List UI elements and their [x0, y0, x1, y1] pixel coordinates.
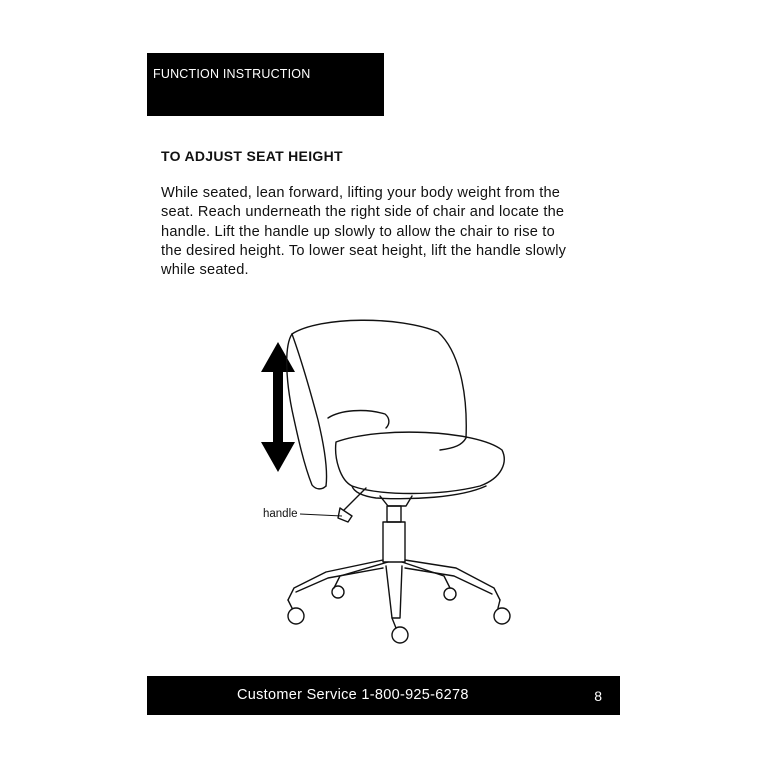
instruction-text [161, 184, 601, 280]
header-label: FUNCTION INSTRUCTION [153, 67, 311, 81]
instruction-line: the desired height. To lower seat height, lift the handle slowly [161, 242, 567, 259]
footer-bar [147, 676, 620, 715]
page-number: 8 [594, 688, 602, 704]
height-adjust-arrow-icon [261, 342, 295, 472]
instruction-line: While seated, lean forward, lifting your body weight from the [161, 185, 561, 201]
office-chair-drawing [287, 320, 510, 643]
instruction-line: while seated. [161, 262, 249, 279]
handle-label: handle [263, 508, 298, 520]
instruction-line: seat. Reach underneath the right side of chair and locate the [161, 204, 565, 221]
customer-service-text: Customer Service 1-800-925-6278 [237, 687, 469, 703]
handle-leader-line [300, 514, 342, 516]
chair-illustration [240, 310, 540, 660]
header-bar [147, 53, 384, 116]
section-title: TO ADJUST SEAT HEIGHT [161, 148, 343, 164]
instruction-line: handle. Lift the handle up slowly to allow the chair to rise to [161, 223, 555, 240]
